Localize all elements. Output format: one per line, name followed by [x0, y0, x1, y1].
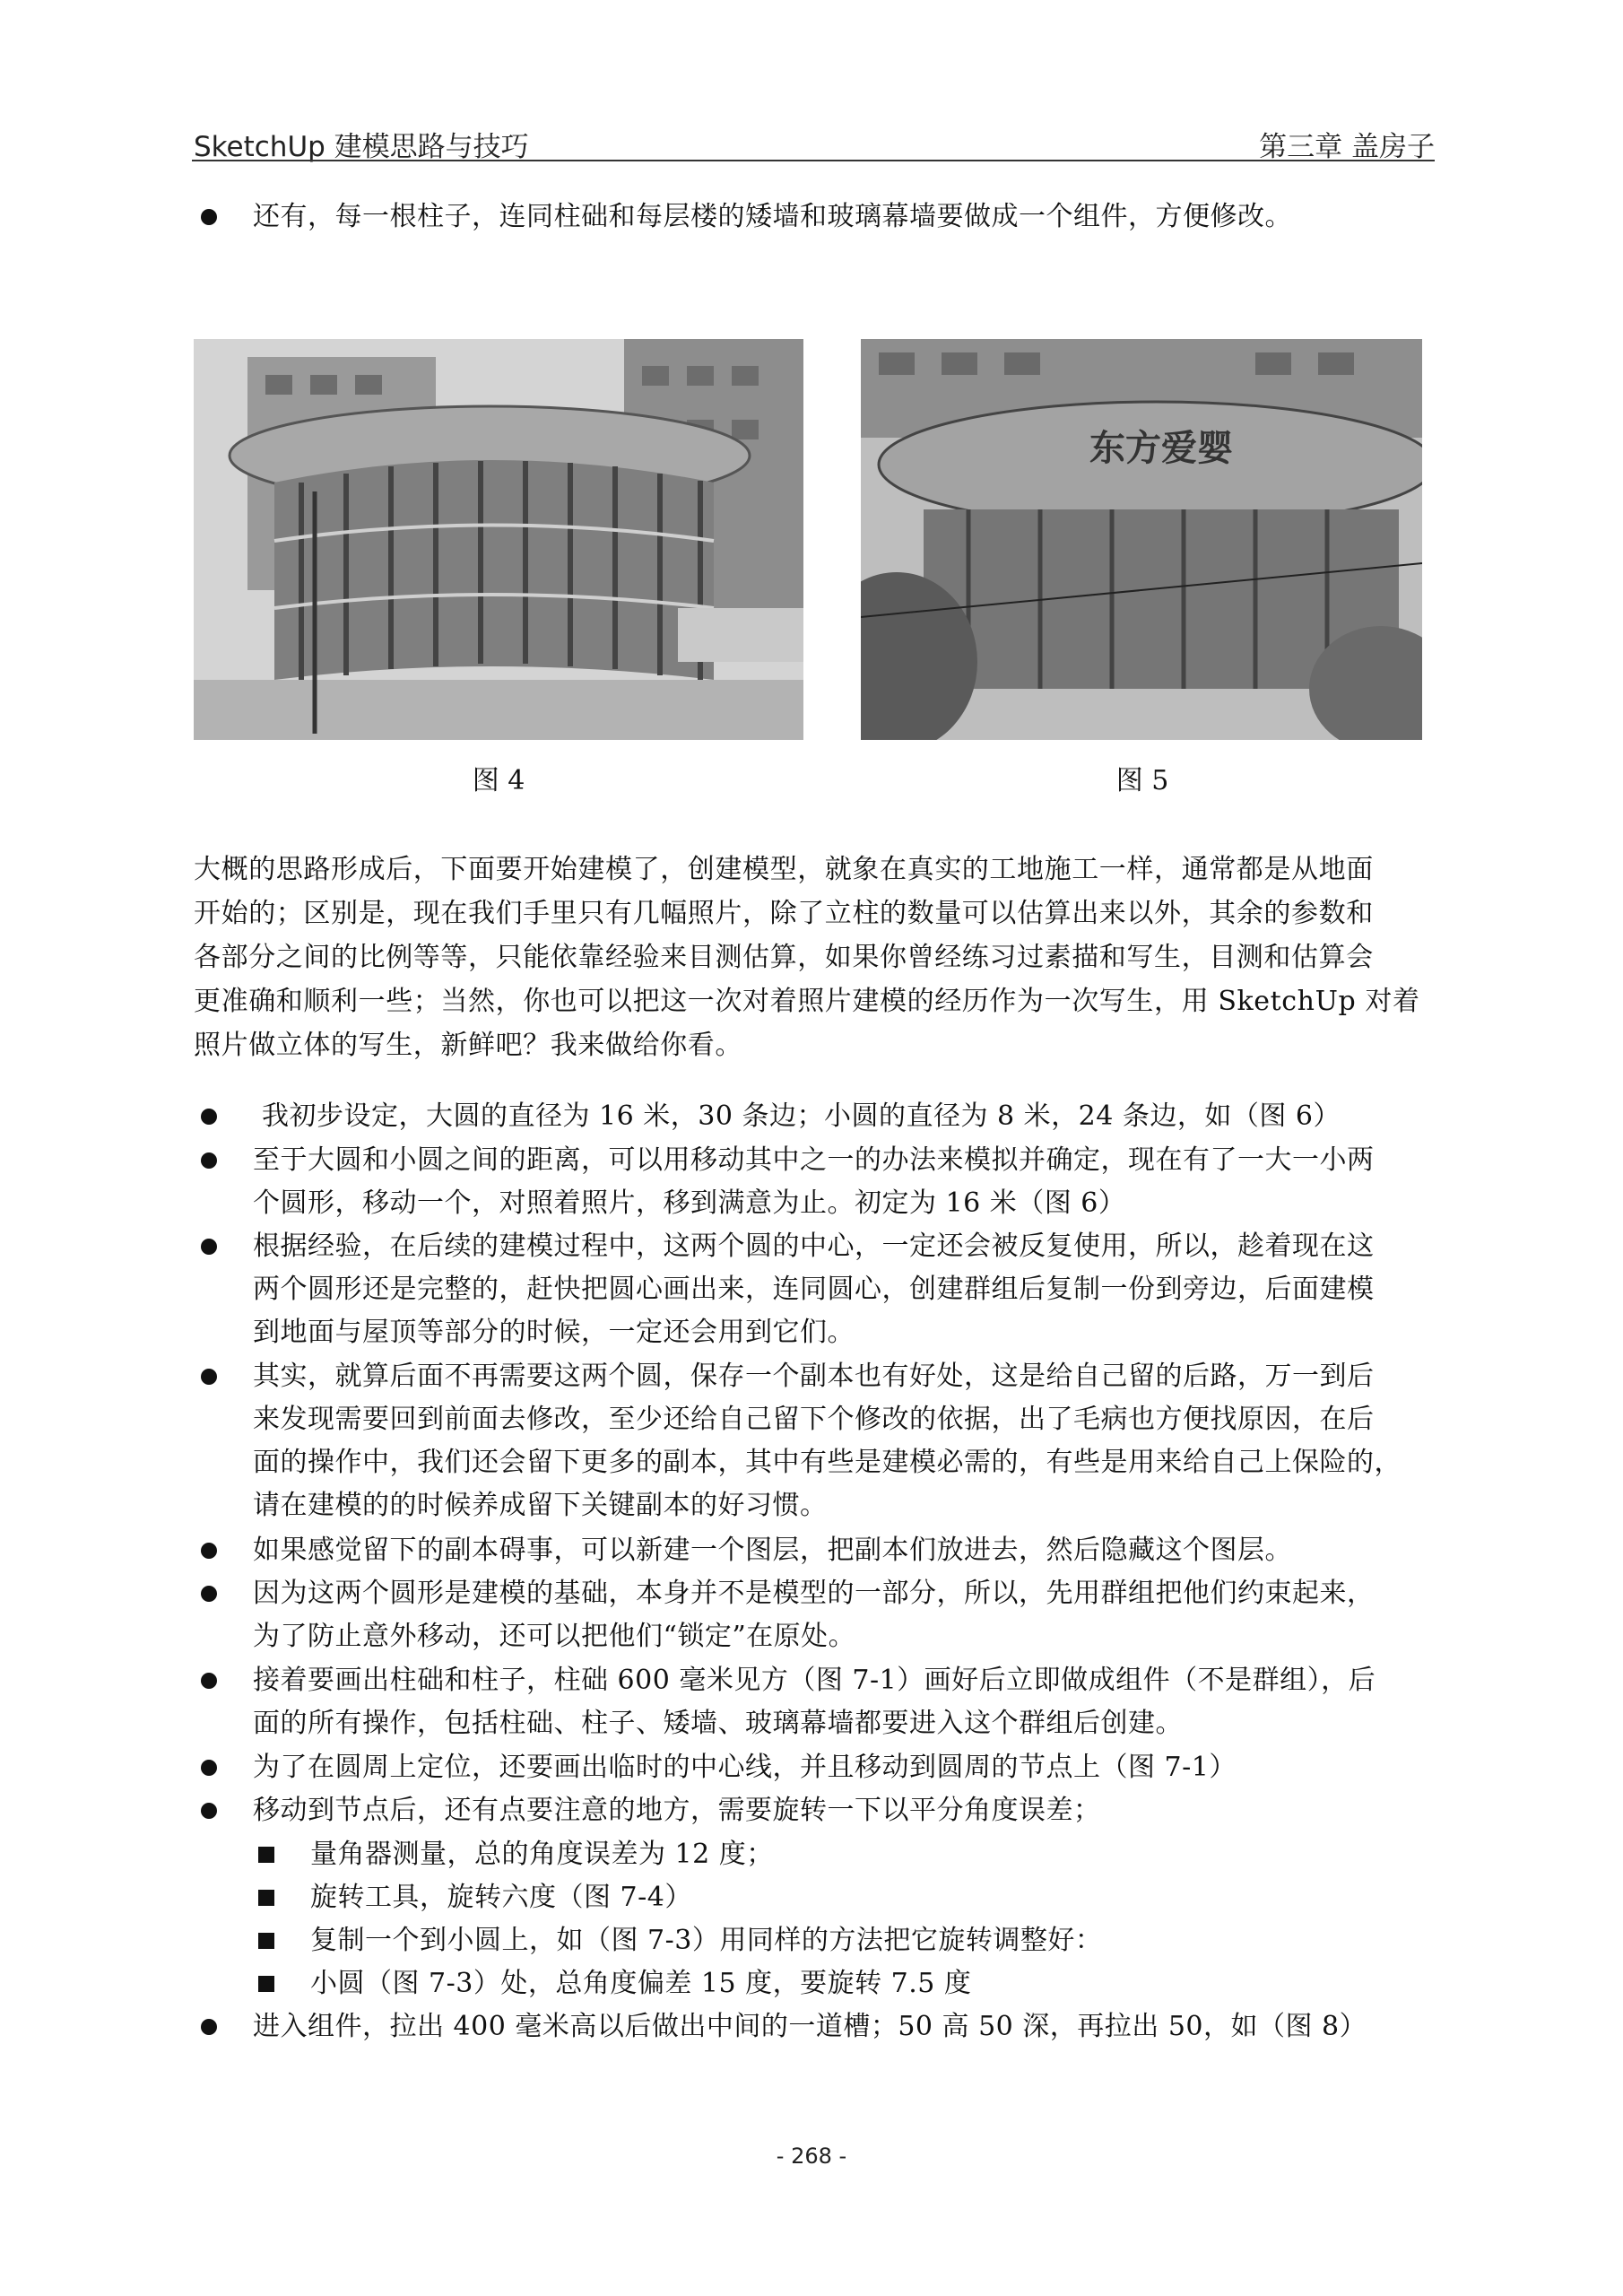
bullet-text: 到地面与屋顶等部分的时候，一定还会用到它们。 — [253, 1317, 855, 1348]
bullet-text: 来发现需要回到前面去修改，至少还给自己留下个修改的依据，出了毛病也方便找原因，在后 — [253, 1404, 1375, 1435]
bullet-square — [258, 1976, 274, 1992]
bullet-text: 接着要画出柱础和柱子，柱础 600 毫米见方（图 7-1）画好后立即做成组件（不是群组），后 — [253, 1665, 1376, 1696]
bullet-text: 如果感觉留下的副本碍事，可以新建一个图层，把副本们放进去，然后隐藏这个图层。 — [253, 1535, 1292, 1566]
figure-4-photo — [194, 339, 803, 740]
bullet-text: 进入组件，拉出 400 毫米高以后做出中间的一道槽；50 高 50 深，再拉出 50，如（图 8） — [253, 2011, 1367, 2042]
figure-5-photo — [861, 339, 1422, 740]
bullet-text: 移动到节点后，还有点要注意的地方，需要旋转一下以平分角度误差； — [253, 1795, 1101, 1826]
bullet-dot — [201, 1586, 217, 1602]
header-divider — [192, 160, 1435, 161]
bullet-dot — [201, 1673, 217, 1689]
figure-5-caption: 图 5 — [1115, 765, 1169, 796]
bullet-dot — [201, 209, 217, 225]
bullet-text: 根据经验，在后续的建模过程中，这两个圆的中心，一定还会被反复使用，所以，趁着现在这 — [253, 1231, 1375, 1262]
paragraph-line: 照片做立体的写生，新鲜吧？我来做给你看。 — [194, 1030, 742, 1061]
bullet-text: 面的操作中，我们还会留下更多的副本，其中有些是建模必需的，有些是用来给自己上保险的， — [253, 1447, 1402, 1478]
bullet-text: 因为这两个圆形是建模的基础，本身并不是模型的一部分，所以，先用群组把他们约束起来， — [253, 1578, 1375, 1609]
building-photo-illustration — [194, 339, 803, 740]
bullet-text: 面的所有操作，包括柱础、柱子、矮墙、玻璃幕墙都要进入这个群组后创建。 — [253, 1708, 1183, 1739]
sub-bullet-text: 小圆（图 7-3）处，总角度偏差 15 度，要旋转 7.5 度 — [310, 1968, 972, 1999]
bullet-text: 为了防止意外移动，还可以把他们“锁定”在原处。 — [253, 1621, 856, 1652]
sub-bullet-text: 复制一个到小圆上，如（图 7-3）用同样的方法把它旋转调整好： — [310, 1925, 1103, 1956]
paragraph-line: 各部分之间的比例等等，只能依靠经验来目测估算，如果你曾经练习过素描和写生，目测和估算会 — [194, 942, 1374, 973]
sub-bullet-text: 旋转工具，旋转六度（图 7-4） — [310, 1882, 692, 1913]
storefront-photo-illustration — [861, 339, 1422, 740]
bullet-text: 为了在圆周上定位，还要画出临时的中心线，并且移动到圆周的节点上（图 7-1） — [253, 1752, 1237, 1783]
paragraph-line: 更准确和顺利一些；当然，你也可以把这一次对着照片建模的经历作为一次写生，用 SketchUp 对着 — [194, 986, 1420, 1017]
figure-4-caption: 图 4 — [472, 765, 525, 796]
bullet-dot — [201, 1760, 217, 1776]
bullet-text: 个圆形，移动一个，对照着照片，移到满意为止。初定为 16 米（图 6） — [253, 1187, 1126, 1219]
intro-bullet-text: 还有，每一根柱子，连同柱础和每层楼的矮墙和玻璃幕墙要做成一个组件，方便修改。 — [253, 201, 1292, 232]
bullet-dot — [201, 1239, 217, 1255]
bullet-text: 我初步设定，大圆的直径为 16 米，30 条边；小圆的直径为 8 米，24 条边，如（图 6） — [262, 1100, 1341, 1132]
page-number: - 268 - — [776, 2144, 847, 2169]
paragraph-line: 开始的；区别是，现在我们手里只有几幅照片，除了立柱的数量可以估算出来以外，其余的参数和 — [194, 898, 1374, 929]
bullet-square — [258, 1847, 274, 1863]
sub-bullet-text: 量角器测量，总的角度误差为 12 度； — [310, 1839, 774, 1870]
bullet-dot — [201, 1803, 217, 1819]
bullet-dot — [201, 1543, 217, 1559]
bullet-dot — [201, 1152, 217, 1169]
bullet-square — [258, 1933, 274, 1949]
bullet-text: 两个圆形还是完整的，赶快把圆心画出来，连同圆心，创建群组后复制一份到旁边，后面建模 — [253, 1274, 1375, 1305]
bullet-text: 至于大圆和小圆之间的距离，可以用移动其中之一的办法来模拟并确定，现在有了一大一小两 — [253, 1144, 1375, 1176]
bullet-text: 其实，就算后面不再需要这两个圆，保存一个副本也有好处，这是给自己留的后路，万一到后 — [253, 1361, 1375, 1392]
running-header-chapter: 第三章 盖房子 — [1259, 131, 1435, 163]
bullet-square — [258, 1890, 274, 1906]
bullet-dot — [201, 2019, 217, 2035]
body-paragraph — [194, 848, 1440, 1067]
bullet-text: 请在建模的的时候养成留下关键副本的好习惯。 — [253, 1490, 828, 1521]
bullet-dot — [201, 1109, 217, 1125]
paragraph-line: 大概的思路形成后，下面要开始建模了，创建模型，就象在真实的工地施工一样，通常都是从地面 — [194, 854, 1374, 885]
shop-sign-text: 东方爱婴 — [1089, 428, 1233, 469]
running-header-title: SketchUp 建模思路与技巧 — [194, 131, 529, 163]
bullet-dot — [201, 1369, 217, 1385]
